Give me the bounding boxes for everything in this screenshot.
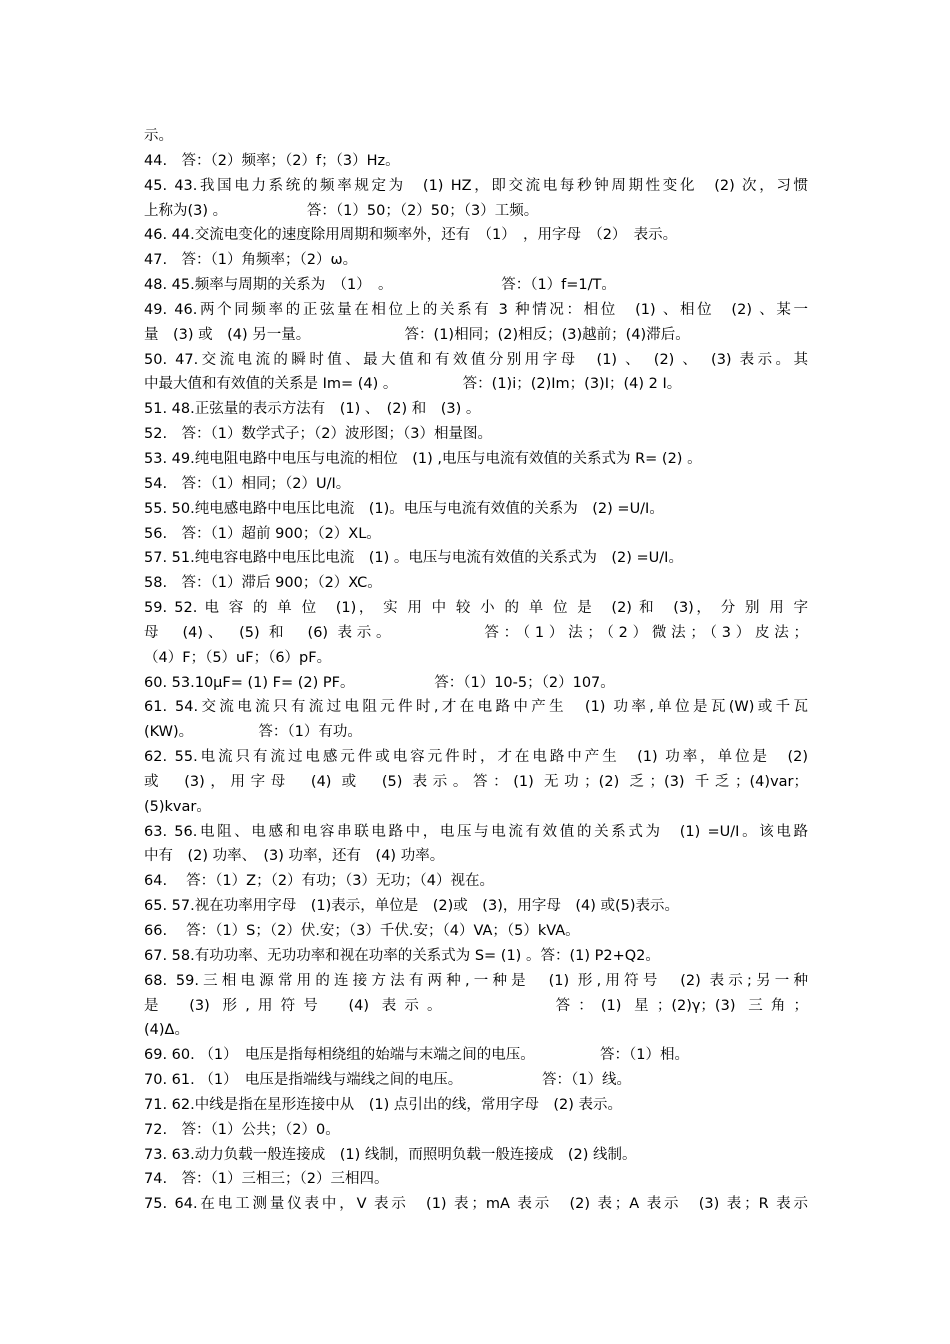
text-line: 55. 50.纯电感电路中电压比电流 (1)。电压与电流有效值的关系为 (2) =U/I。: [144, 500, 664, 517]
text-line: 52. 答：（1）数学式子；（2）波形图；（3）相量图。: [144, 426, 492, 443]
text-line: 中有 (2) 功率、 (3) 功率，还有 (4) 功率。: [144, 848, 445, 865]
text-line: 74. 答：（1）三相三；（2）三相四。: [144, 1171, 389, 1188]
text-line: 71. 62.中线是指在星形连接中从 (1) 点引出的线，常用字母 (2) 表示。: [144, 1096, 623, 1113]
text-line: 69. 60. （1） 电压是指每相绕组的始端与末端之间的电压。 答：（1）相。: [144, 1047, 690, 1064]
text-line: 72. 答：（1）公共；（2）0。: [144, 1121, 340, 1138]
text-line: 示。: [144, 128, 173, 144]
text-line: 或 (3)，用字母 (4) 或 (5) 表示。答：(1) 无功；(2) 乏；(3) 千乏；(4)var；: [144, 773, 808, 790]
text-line: 61. 54.交流电流只有流过电阻元件时,才在电路中产生 (1) 功率,单位是瓦(W)或千瓦: [144, 699, 808, 716]
text-line: 65. 57.视在功率用字母 (1)表示，单位是 (2)或 (3)，用字母 (4) 或(5)表示。: [144, 898, 680, 915]
text-line: 58. 答：（1）滞后 900；（2）XC。: [144, 575, 382, 592]
text-line: (KW)。 答：（1）有功。: [144, 724, 362, 741]
text-line: 70. 61. （1） 电压是指端线与端线之间的电压。 答：（1）线。: [144, 1072, 632, 1089]
text-line: 48. 45.频率与周期的关系为 （1） 。 答：（1）f=1/T。: [144, 277, 616, 294]
text-line: 47. 答：（1）角频率；（2）ω。: [144, 252, 358, 269]
text-line: 是 (3) 形,用符号 (4) 表示。 答：(1) 星；(2)γ；(3) 三角；: [144, 997, 808, 1014]
text-line: 45. 43.我国电力系统的频率规定为 (1) HZ，即交流电每秒钟周期性变化 (2) 次，习惯: [144, 177, 808, 194]
text-line: 44. 答：（2）频率；（2）f；（3）Hz。: [144, 152, 400, 169]
text-line: 上称为(3) 。 答：（1）50；（2）50；（3）工频。: [144, 202, 539, 219]
text-line: 59. 52. 电 容 的 单 位 (1)， 实 用 中 较 小 的 单 位 是 (2) 和 (3)， 分 别 用 字: [144, 600, 808, 617]
text-line: 56. 答：（1）超前 900；（2）XL。: [144, 525, 381, 542]
text-line: 60. 53.10μF= (1) F= (2) PF。 答：（1）10-5；（2）107。: [144, 674, 615, 691]
document-page: [144, 124, 808, 1217]
text-line: 49. 46.两个同频率的正弦量在相位上的关系有 3 种情况：相位 (1) 、相位 (2) 、某一: [144, 301, 808, 318]
text-line: (4)Δ。: [144, 1022, 189, 1039]
text-line: 57. 51.纯电容电路中电压比电流 (1) 。电压与电流有效值的关系式为 (2) =U/I。: [144, 550, 683, 567]
text-line: 46. 44.交流电变化的速度除用周期和频率外，还有 （1） ，用字母 （2） 表示。: [144, 227, 678, 244]
text-line: (5)kvar。: [144, 798, 211, 815]
text-line: （4）F；（5）uF；（6）pF。: [144, 649, 332, 666]
text-line: 量 (3) 或 (4) 另一量。 答：(1)相同；(2)相反；(3)越前；(4)滞后。: [144, 326, 690, 343]
text-line: 51. 48.正弦量的表示方法有 (1) 、 (2) 和 (3) 。: [144, 401, 481, 418]
text-line: 62. 55.电流只有流过电感元件或电容元件时，才在电路中产生 (1) 功率，单位是 (2): [144, 749, 808, 766]
text-line: 68. 59.三相电源常用的连接方法有两种,一种是 (1) 形,用符号 (2) 表示;另一种: [144, 972, 808, 989]
text-line: 63. 56.电阻、电感和电容串联电路中，电压与电流有效值的关系式为 (1) =U/I。该电路: [144, 823, 808, 840]
text-line: 53. 49.纯电阻电路中电压与电流的相位 (1) ,电压与电流有效值的关系式为 R= (2) 。: [144, 450, 702, 467]
text-line: 66. 答：（1）S；（2）伏.安；（3）千伏.安；（4）VA；（5）kVA。: [144, 923, 580, 939]
text-line: 75. 64.在电工测量仪表中，V 表示 (1) 表；mA 表示 (2) 表；A 表示 (3) 表；R 表示: [144, 1196, 808, 1213]
text-line: 73. 63.动力负载一般连接成 (1) 线制，而照明负载一般连接成 (2) 线制。: [144, 1146, 637, 1163]
text-line: 中最大值和有效值的关系是 Im= (4) 。 答：(1)i；(2)Im；(3)I；(4) 2 I。: [144, 376, 682, 393]
text-line: 母 (4)、 (5) 和 (6) 表示。 答：（1）法；（2）微法；（3）皮法；: [144, 624, 808, 641]
text-line: 54. 答：（1）相同；（2）U/I。: [144, 475, 351, 492]
text-line: 67. 58.有功功率、无功功率和视在功率的关系式为 S= (1) 。答：(1) P2+Q2。: [144, 947, 660, 964]
text-line: 64. 答：（1）Z；（2）有功；（3）无功；（4）视在。: [144, 873, 495, 890]
text-line: 50. 47.交流电流的瞬时值、最大值和有效值分别用字母 (1) 、 (2) 、 (3) 表示。其: [144, 351, 808, 368]
